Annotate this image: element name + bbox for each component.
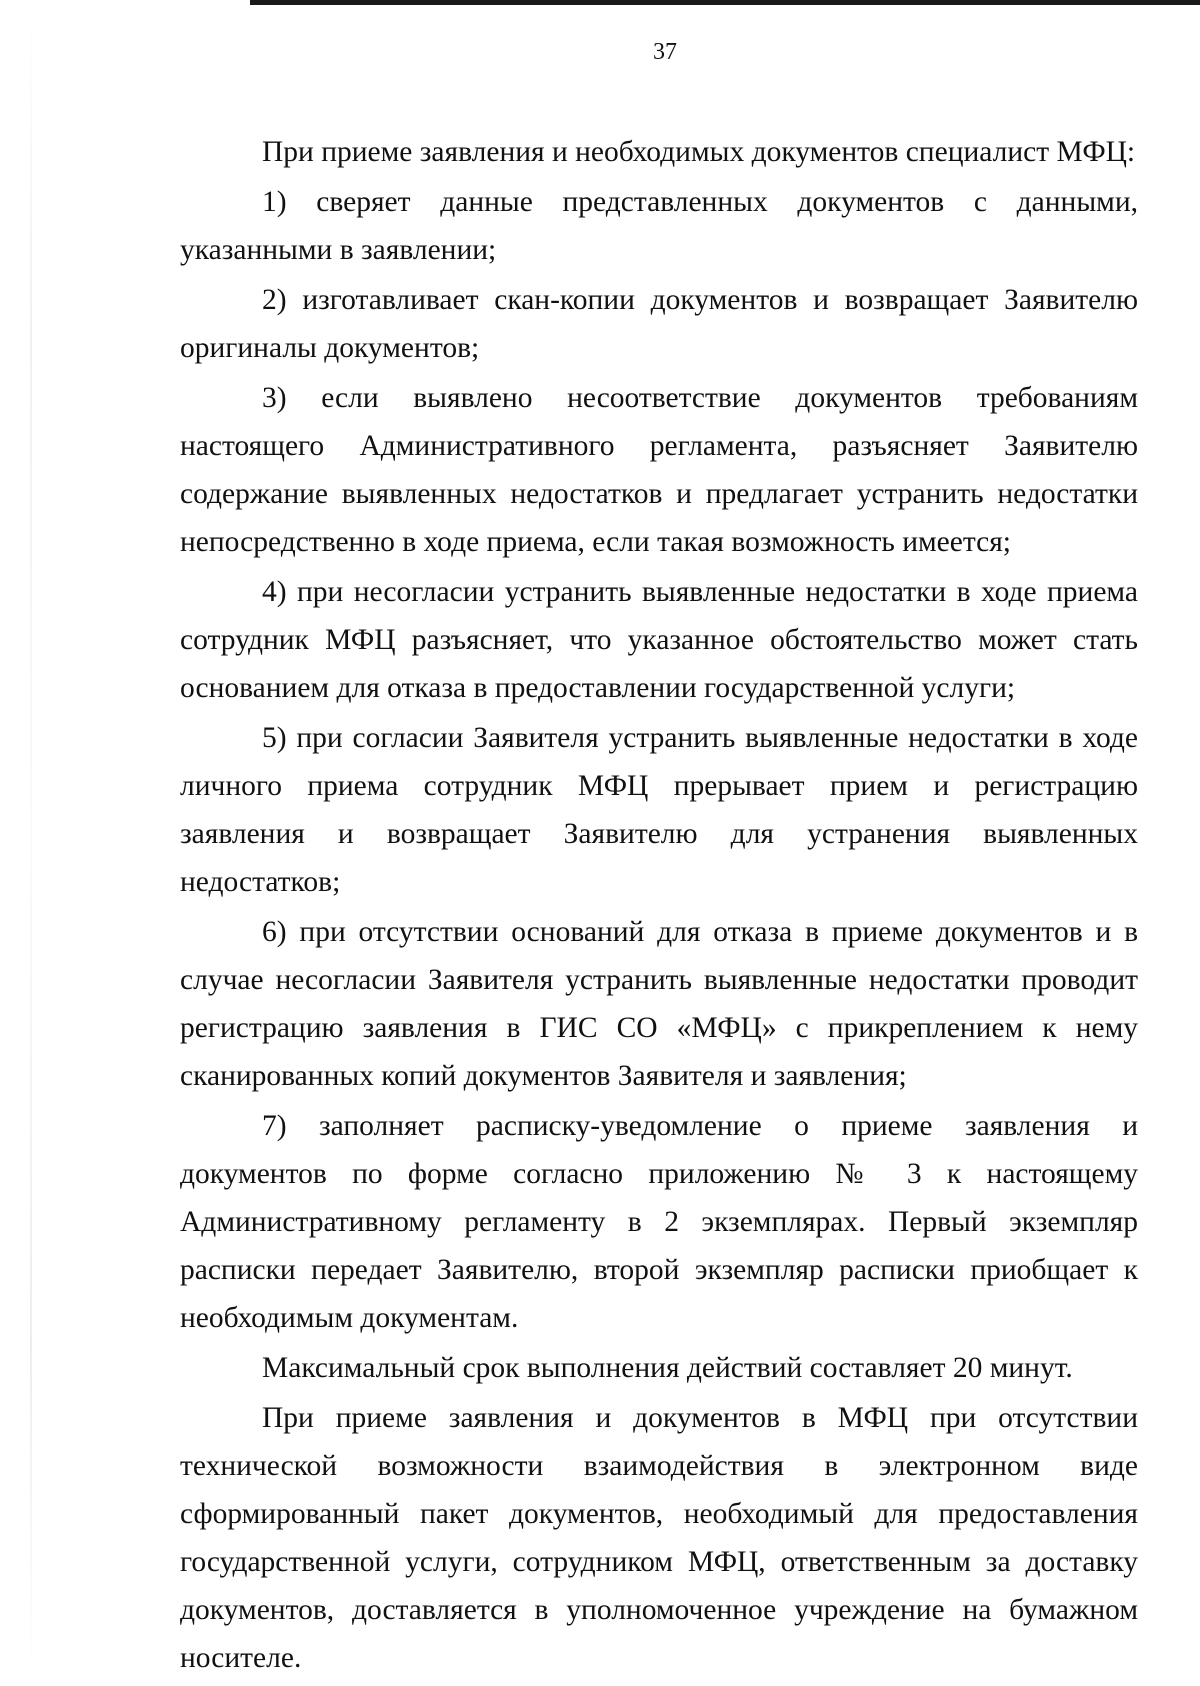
document-body [180, 128, 1138, 1682]
paragraph-item-1: 1) сверяет данные представленных документов с данными, указанными в заявлении; [180, 186, 1138, 266]
paragraph-item-3: 3) если выявлено несоответствие документов требованиям настоящего Административного регламента, разъясняет Заявителю содержание выявленных недостатков и предлагает устранить недостатки непосредственно в ходе приема, если такая возможность имеется; [180, 382, 1138, 558]
paragraph-max-time: Максимальный срок выполнения действий составляет 20 минут. [262, 1352, 1073, 1384]
paragraph-item-7: 7) заполняет расписку-уведомление о приеме заявления и документов по форме согласно приложению № 3 к настоящему Административному регламенту в 2 экземплярах. Первый экземпляр расписки передает Заявителю, второй экземпляр расписки приобщает к необходимым документам. [180, 1110, 1138, 1334]
scan-edge-artifact [30, 0, 32, 1686]
paragraph-item-6: 6) при отсутствии оснований для отказа в приеме документов и в случае несогласии Заявителя устранить выявленные недостатки проводит регистрацию заявления в ГИС СО «МФЦ» с прикреплением к нему сканированных копий документов Заявителя и заявления; [180, 916, 1138, 1092]
paragraph-item-2: 2) изготавливает скан-копии документов и возвращает Заявителю оригиналы документов; [180, 284, 1138, 364]
paragraph-item-5: 5) при согласии Заявителя устранить выявленные недостатки в ходе личного приема сотрудник МФЦ прерывает прием и регистрацию заявления и возвращает Заявителю для устранения выявленных недостатков; [180, 722, 1138, 898]
paragraph-paper-delivery: При приеме заявления и документов в МФЦ при отсутствии технической возможности взаимодействия в электронном виде сформированный пакет документов, необходимый для предоставления государственной услуги, сотрудником МФЦ, ответственным за доставку документов, доставляется в уполномоченное учреждение на бумажном носителе. [180, 1402, 1138, 1674]
paragraph-item-4: 4) при несогласии устранить выявленные недостатки в ходе приема сотрудник МФЦ разъясняет, что указанное обстоятельство может стать основанием для отказа в предоставлении государственной услуги; [180, 576, 1138, 704]
top-border-line [250, 0, 1200, 5]
paragraph-intro: При приеме заявления и необходимых документов специалист МФЦ: [262, 136, 1136, 168]
page-number: 37 [653, 39, 677, 65]
